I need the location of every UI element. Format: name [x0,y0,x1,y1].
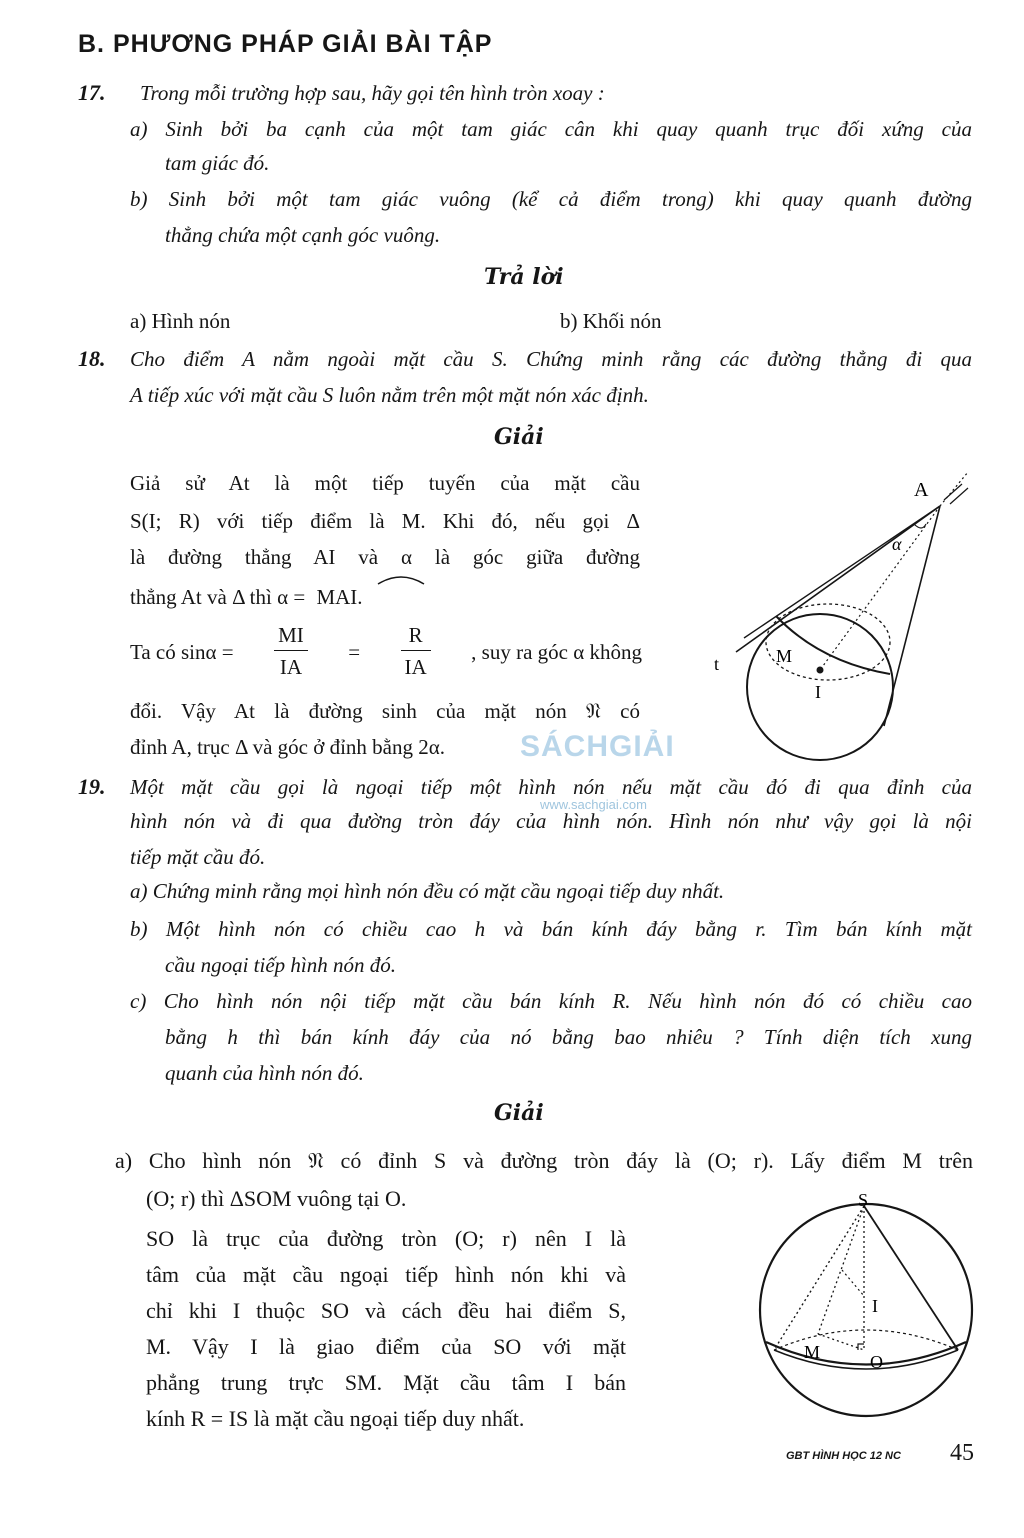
fig18-label-i: I [815,682,821,702]
fig19-label-o: O [870,1352,883,1372]
outer-sphere [760,1204,972,1416]
problem-19-c-line1: c) Cho hình nón nội tiếp mặt cầu bán kính R. Nếu hình nón đó có chiều cao [130,989,972,1013]
fig19-label-m: M [804,1342,821,1362]
fig18-label-a: A [914,479,929,501]
problem-19-c-line2: bằng h thì bán kính đáy của nó bằng bao nhiêu ? Tính diện tích xung [165,1025,972,1049]
solution-19-line6: M. Vậy I là giao điểm của SO với mặt [146,1334,626,1359]
cone-generator-left [774,1206,864,1350]
line4-text-a: thẳng At và Δ thì α = [130,585,306,609]
solution-18-line6: đổi. Vậy At là đường sinh của mặt nón 𝔑 có [130,699,640,723]
segment-mo [818,1334,864,1350]
watermark-url: www.sachgiai.com [540,797,647,812]
sin-alpha-text: Ta có sinα = [130,639,234,664]
solution-18-line3: là đường thẳng AI và α là góc giữa đường [130,545,640,569]
problem-17-number: 17. [78,80,106,105]
hatch-1 [944,484,962,500]
problem-17-intro: Trong mỗi trường hợp sau, hãy gọi tên hình tròn xoay : [140,81,605,105]
problem-17-a-line1: a) Sinh bởi ba cạnh của một tam giác cân khi quay quanh trục đối xứng của [130,117,972,141]
center-i-dot [817,667,824,674]
fraction-mi-ia-denominator: IA [279,655,302,679]
problem-19-c-line3: quanh của hình nón đó. [165,1061,364,1085]
solution-18-line5 [130,620,642,683]
base-circle-back [774,1330,958,1350]
problem-19-number: 19. [78,774,106,799]
problem-18-number: 18. [78,346,106,371]
footer-page-number: 45 [950,1440,974,1466]
fraction-r-ia-numerator: R [401,620,431,651]
problem-17-b-line1: b) Sinh bởi một tam giác vuông (kể cả điểm trong) khi quay quanh đường [130,187,972,211]
fig18-label-m: M [776,646,793,666]
solution-19-heading: Giải [494,1100,544,1126]
figure-sphere-tangent-cone [700,462,990,772]
angle-hat-icon [376,574,426,586]
fraction-r-ia-denominator: IA [404,655,427,679]
problem-18-line1: Cho điểm A nằm ngoài mặt cầu S. Chứng minh rằng các đường thẳng đi qua [130,347,972,371]
solution-19-line4: tâm của mặt cầu ngoại tiếp hình nón khi và [146,1262,626,1287]
section-title: B. PHƯƠNG PHÁP GIẢI BÀI TẬP [78,30,493,58]
solution-18-line2: S(I; R) với tiếp điểm là M. Khi đó, nếu gọi Δ [130,509,640,533]
fraction-mi-ia-numerator: MI [274,620,308,651]
answer-b: b) Khối nón [560,309,662,333]
solution-19-line3: SO là trục của đường tròn (O; r) nên I là [146,1226,626,1251]
watermark-logo: SÁCHGIẢI [520,730,675,763]
fraction-mi-ia [274,620,308,683]
solution-18-line7: đỉnh A, trục Δ và góc ở đỉnh bằng 2α. [130,735,445,759]
figure-cone-in-sphere [748,1192,984,1428]
equals-sign: = [348,639,361,664]
fig18-label-t: t [714,654,720,674]
solution-19-line7: phẳng trung trực SM. Mặt cầu tâm I bán [146,1370,626,1395]
fig19-label-s: S [858,1192,869,1210]
fig18-label-alpha: α [892,534,902,554]
solution-19-a-line2: (O; r) thì ΔSOM vuông tại O. [146,1186,407,1211]
line4-text-b: . [357,585,363,609]
solution-19-line5: chỉ khi I thuộc SO và cách đều hai điểm S, [146,1298,626,1323]
tangent-circle-front [776,616,890,674]
sphere-base-arc [766,1342,966,1365]
solution-18-line4 [130,580,363,614]
solution-18-heading: Giải [494,424,544,450]
problem-19-b-line1: b) Một hình nón có chiều cao h và bán kính đáy bằng r. Tìm bán kính mặt [130,917,972,941]
line-at [736,506,940,652]
problem-19-line2: hình nón và đi qua đường tròn đáy của hình nón. Hình nón như vậy gọi là nội [130,809,972,833]
sin-alpha-conclusion: , suy ra góc α không [471,639,642,664]
base-circle-front [774,1350,958,1369]
angle-mai: MAI [316,585,358,609]
perpendicular-bisector [842,1270,864,1296]
problem-18-line2: A tiếp xúc với mặt cầu S luôn nằm trên một mặt nón xác định. [130,383,649,407]
angle-alpha-arc [914,524,926,528]
fraction-r-ia [401,620,431,683]
solution-19-a-line1: a) Cho hình nón 𝔑 có đỉnh S và đường tròn đáy là (O; r). Lấy điểm M trên [115,1148,973,1173]
answer-heading: Trả lời [484,264,564,290]
problem-19-line3: tiếp mặt cầu đó. [130,845,266,869]
problem-17-b-line2: thẳng chứa một cạnh góc vuông. [165,223,441,247]
cone-generator-right [864,1206,958,1350]
footer-book-title: GBT HÌNH HỌC 12 NC [786,1450,901,1462]
problem-17-a-line2: tam giác đó. [165,151,270,175]
answer-a: a) Hình nón [130,309,231,333]
problem-19-a: a) Chứng minh rằng mọi hình nón đều có mặt cầu ngoại tiếp duy nhất. [130,879,725,903]
problem-19-b-line2: cầu ngoại tiếp hình nón đó. [165,953,396,977]
segment-sm [818,1206,864,1334]
fig19-label-i: I [872,1296,878,1316]
solution-18-line1: Giả sử At là một tiếp tuyến của mặt cầu [130,471,640,495]
solution-19-line8: kính R = IS là mặt cầu ngoại tiếp duy nhất. [146,1406,525,1431]
problem-19-line1: Một mặt cầu gọi là ngoại tiếp một hình nón nếu mặt cầu đó đi qua đỉnh của [130,775,972,799]
